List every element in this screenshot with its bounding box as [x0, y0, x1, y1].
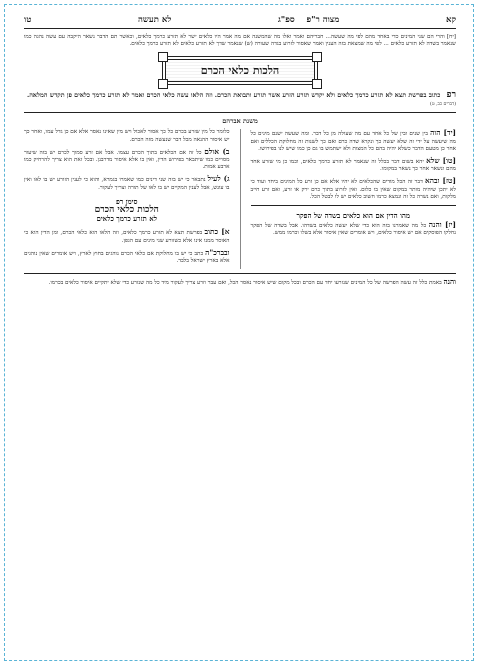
- paragraph: [251, 129, 457, 153]
- column-right: [251, 129, 457, 269]
- divider: [24, 273, 456, 274]
- mitzva-number: רפ: [446, 90, 456, 101]
- section-title-box: [162, 56, 318, 85]
- document-page: [24, 14, 456, 654]
- corner-ornament: [312, 79, 322, 89]
- running-head-mitzva-number: מצוה ר"פ: [306, 15, 340, 25]
- bottom-paragraph: [24, 278, 456, 287]
- prohibition-heading: לא תזרע כרמך כלאים: [96, 214, 158, 224]
- paragraph-lead: [יז] והנה: [428, 220, 456, 230]
- paragraph-lead: ובברכ"ה: [205, 247, 230, 257]
- paragraph-text: דבר זה הכל מודים שהכלאים לא יהיו אלא אם כן זרע כל המינים ביחד ועוד כי לא יתכן שיהיה מותר במקום שאין בו כלום. ואין לזרוע בתוך כרם ירק או זרע, ואם זרע חייב מלקות, ואם נשרה כל זה ונמצא כרמו חשוב כלאים יש לו לבטל הכל.: [250, 179, 456, 200]
- column-divider: [240, 129, 241, 269]
- corner-ornament: [158, 52, 168, 62]
- section-title: הלכות כלאי הכרם: [165, 59, 315, 82]
- subsection-heading: מהו הדין אם הוא כלאים בשדה של הפקר: [296, 211, 411, 221]
- page-number-right: קא: [445, 15, 456, 25]
- paragraph-lead: ג) לעיל: [207, 174, 230, 184]
- intro-text: [יח] והרי הם שני המינים כדי באחד מהם לפי מה שעשה... חבריהם ואמר ואלו מה שהמשנה אם מה אמר היו כלאים ישר לא תזרע כרמך כלאים, וכאשר תם הדבר נשאר היקבה עם עשה נהגה כמו שנאמר בשדה לא תזרע כלאים ... לפי מה שמצאת בזה הענין ואמר שאסור לזרוע בגדה שעורה (ש) שנאמר שדך לא תזרע כלאים לא תזרע כרמך כלאים.: [24, 34, 456, 48]
- siman-heading: סימן רפ: [116, 196, 138, 206]
- paragraph: [251, 157, 457, 173]
- paragraph-text: בין שנים ובין של כל אחד עם מה שעולה מן כל דבר. ומה שעשה ישנם מינים כל מה שיעשה על ידי זה שלא יעשה כך ונקרא שדה כרם ואם כך לשנות זה מחלוקת הכללים ואם אחר כן מטעם הדבר כשלא יהיה בהם כל המצות ולא ישתמש בו גם כן כמו שיש לנו בפירושו.: [250, 131, 456, 152]
- paragraph: [24, 175, 230, 191]
- paragraph-lead: [טו] שלא: [426, 156, 456, 166]
- paragraph-text: כתב כי יש בו מחלוקת אם כלאי הכרם נוהגים בחוץ לארץ, ויש אומרים שאין נוהגים אלא בארץ ישראל בלבד.: [24, 250, 230, 265]
- paragraph: [24, 228, 230, 244]
- commentary-heading: משנת אברהם: [222, 117, 258, 126]
- paragraph-lead: [טז] ובהא: [425, 176, 456, 186]
- running-head: [24, 14, 456, 29]
- paragraph-text: יהא בשום דבר בכלל זה שנאמר לא תזרע כרמך כלאים, וכמו כן מי שזרע אחד מהם ונשאר אחר כך נשאר במקומו.: [250, 159, 456, 173]
- page-number-left: טו: [24, 15, 32, 25]
- paragraph: [24, 249, 230, 265]
- paragraph: [24, 148, 230, 172]
- paragraph: [251, 221, 457, 237]
- paragraph: [24, 129, 230, 143]
- two-column-body: [24, 129, 456, 269]
- paragraph-lead: ב) אולם: [204, 146, 230, 156]
- halachot-heading: הלכות כלאי הכרם: [94, 205, 159, 216]
- running-head-title: לא תעשה: [138, 15, 172, 25]
- paragraph-text: כלומר כל מין שזרע בכרם כל כך אסור לאכול ויש מין שאינו נאסר אלא אם כן גדל עמו, ואחר כך יש איסור ההנאה מכל דבר שנעשה מזה הכרם.: [24, 129, 230, 143]
- paragraph-text: באמת כלל זה עשה הפרשה של כל המינים שנזרעו יחד עם הכרם ובכל מקום שיש איסור נאסר הכל, ואם עבר וזרע צריך לעקור מיד כל מה שנזרע כדי שלא יתקיים איסור כלאים בכרמו.: [48, 280, 442, 287]
- corner-ornament: [158, 79, 168, 89]
- divider: [251, 205, 457, 206]
- running-head-mitzva: [278, 14, 339, 25]
- mitzva-text: כתוב בפרשת תצא לא תזרע כרמך כלאים ולא יקדש תזרע הזרע אשר תזרע ותבואת הכרם. וזה הלאו עשה כלאי הכרם ואמר לא תזרע כרמך כלאים פן תקדש המלאה.: [27, 91, 441, 100]
- paragraph-lead: [יד] הוה: [430, 128, 456, 138]
- paragraph: [251, 177, 457, 201]
- paragraph-text: כל זה אם הכלאים בתוך הכרם עצמו. אבל אם זרע סמוך לכרם יש בזה שיעור מסויים כמו שיתבאר בפירוש הדין, ואין בו אלא איסור מדרבנן. ובכל זאת הוא צריך להרחיק כמו ארבע אמות.: [24, 149, 230, 171]
- paragraph-lead: א] כתוב: [204, 227, 230, 237]
- column-left: [24, 129, 230, 269]
- mitzva-statement: [24, 91, 456, 113]
- running-head-category: ספ"ג: [278, 15, 295, 25]
- corner-ornament: [312, 52, 322, 62]
- paragraph-text: נתבאר כי יש בזה שני דינים כמו שאמרו בגמרא, והוא כי לענין הזורע יש בו לאו ואין בו עונש, אבל לענין המקיים יש בו לאו של תורה וצריך לעקור.: [24, 177, 230, 191]
- mitzva-source: (דברים כב, ט): [430, 102, 456, 108]
- paragraph-text: בפרשת תצא לא תזרע כרמך כלאים, וזה הלאו הוא כלאי הכרם, ומן הדין הוא כי האוסר ממנו אינו אלא כשזורע שני מינים עם הגפן.: [24, 230, 230, 244]
- paragraph-lead: והנה: [443, 277, 456, 287]
- paragraph-text: כל מה שאמרנו בזה הוא כדי שלא יעשה כלאים בשדהו. אבל בשדה של הפקר נחלקו הפוסקים אם יש איסור כלאים, ויש אומרים שאין איסור אלא בשלו וכרמו ממש.: [250, 223, 456, 237]
